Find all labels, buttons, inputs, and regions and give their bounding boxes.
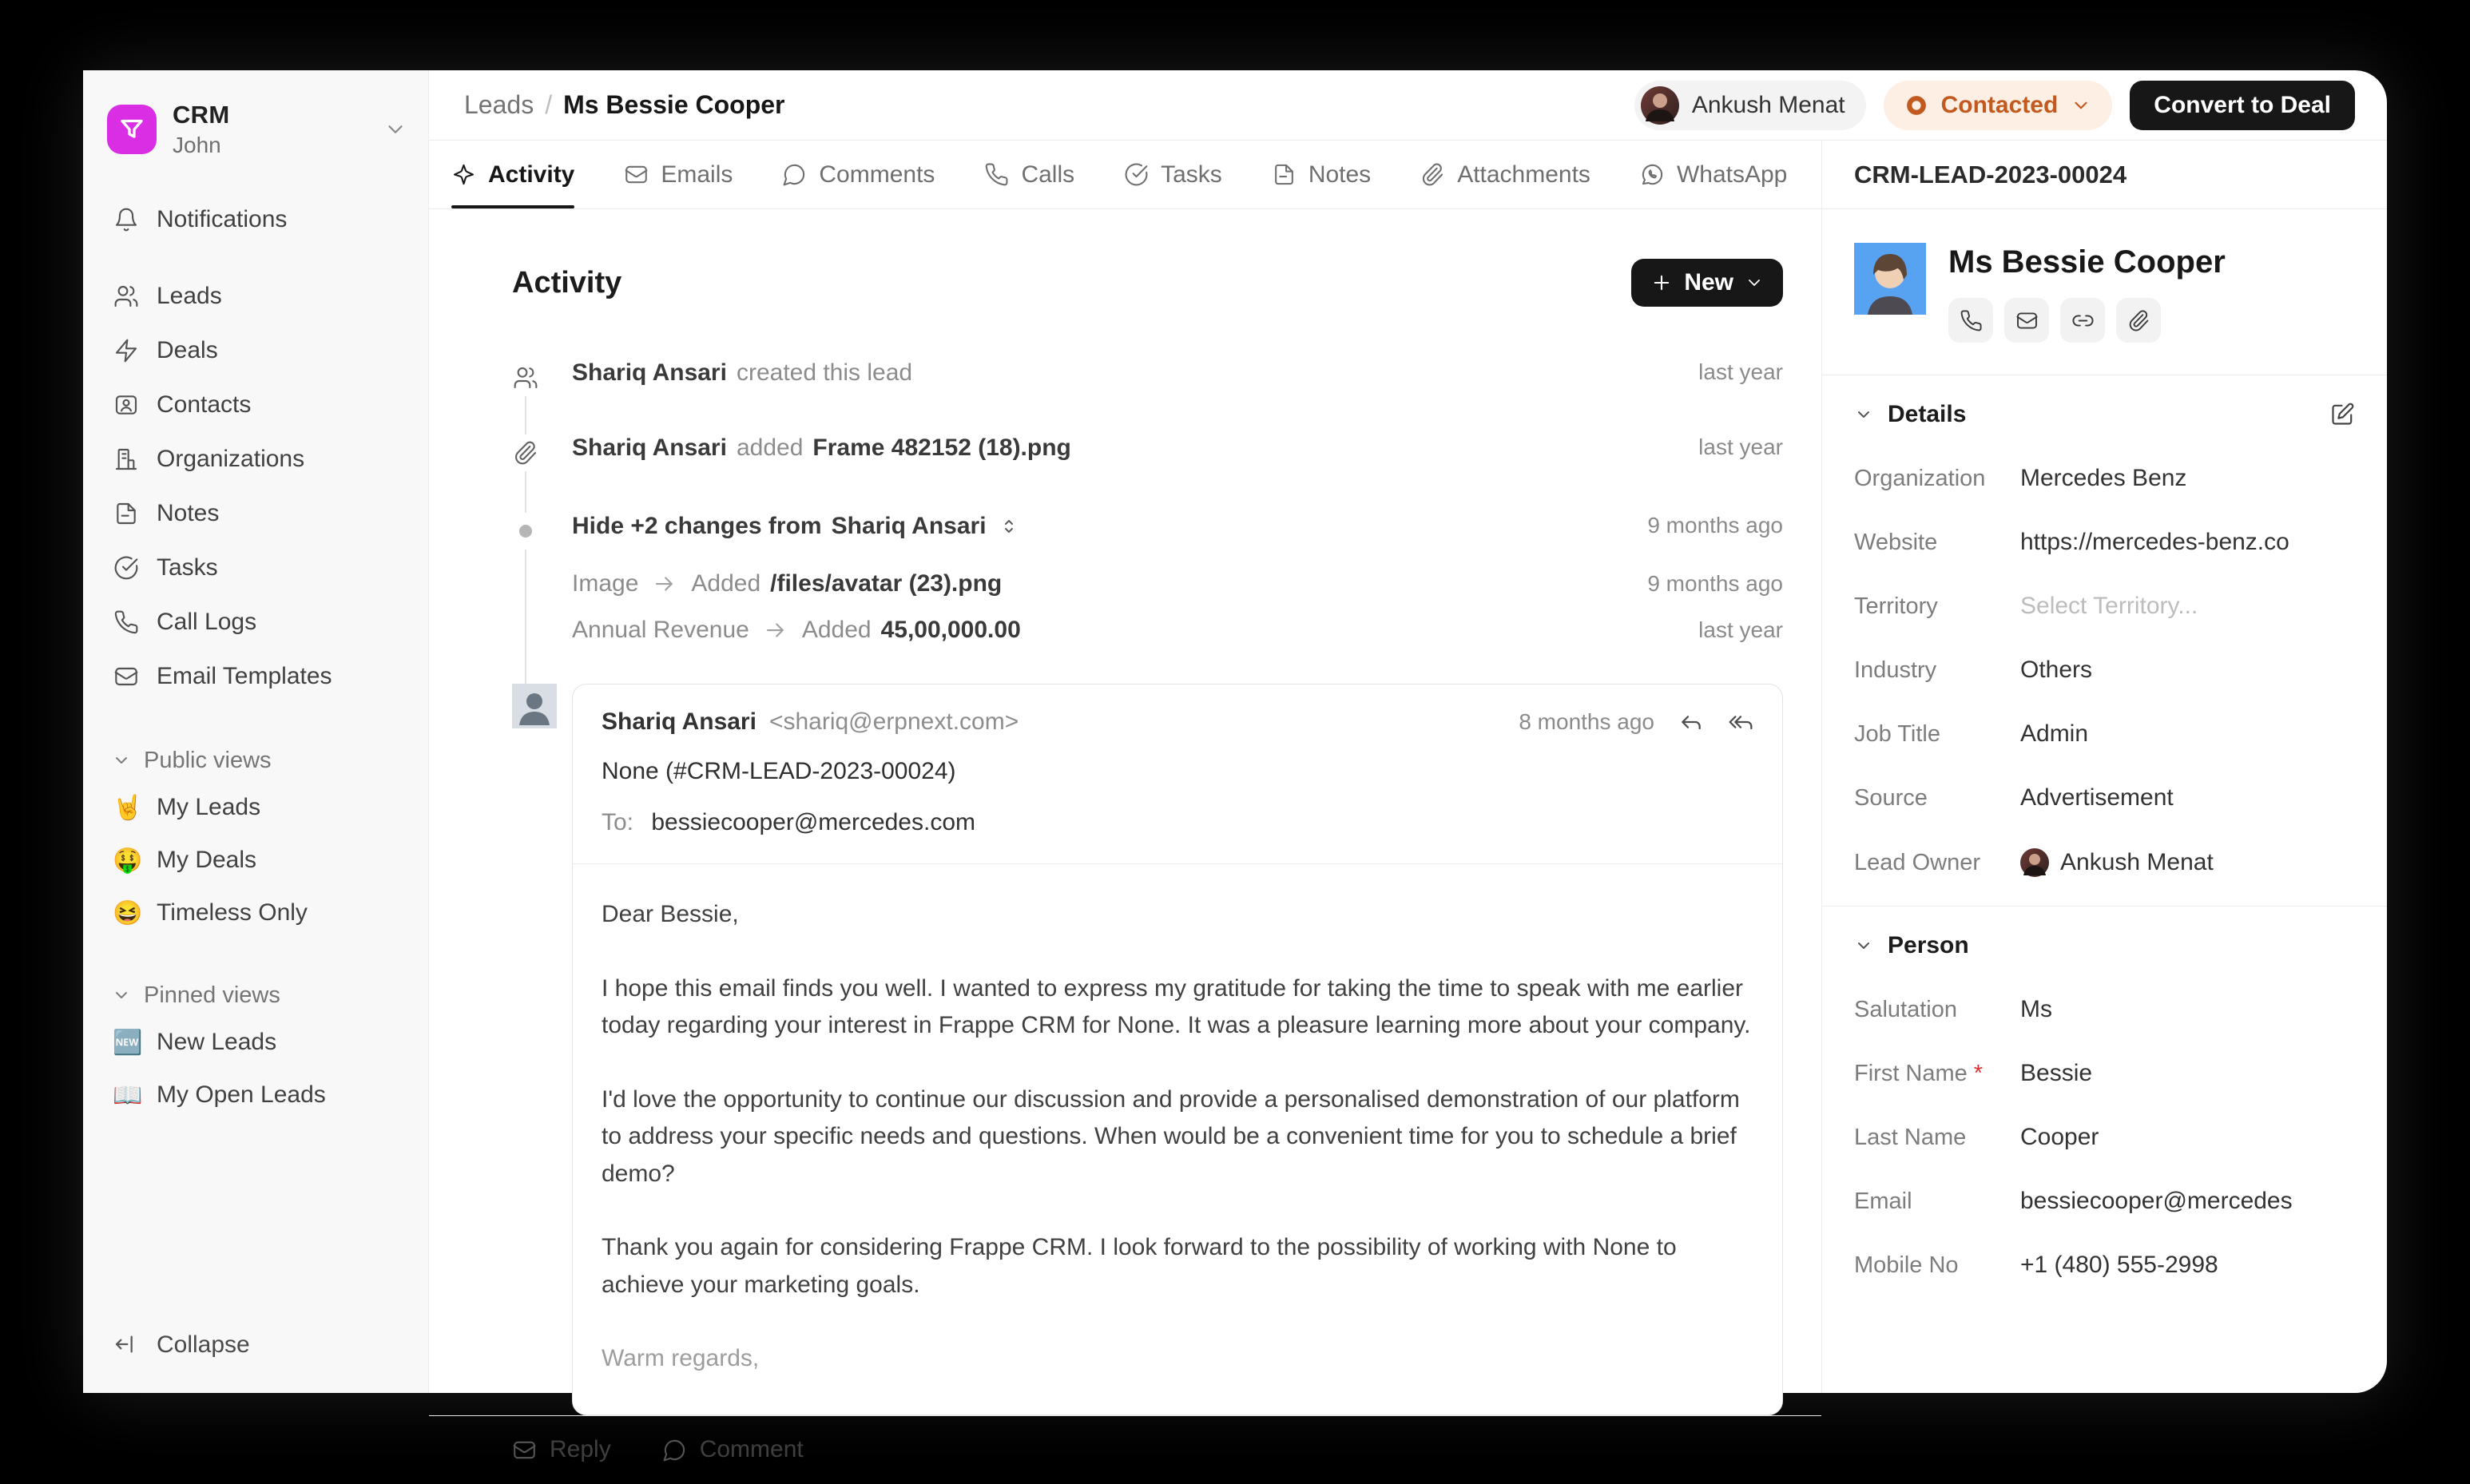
person-section <box>1822 907 2387 1307</box>
sidebar-item-my-leads[interactable] <box>101 783 411 832</box>
change-value: 45,00,000.00 <box>880 617 1021 643</box>
email-sender-name: Shariq Ansari <box>602 708 756 735</box>
attach-button[interactable] <box>2116 298 2161 343</box>
person-section-header[interactable] <box>1854 932 2355 959</box>
activity-panel <box>429 209 1821 1415</box>
sender-avatar <box>512 684 557 728</box>
field-industry <box>1854 657 2355 684</box>
tab-label: WhatsApp <box>1676 161 1788 188</box>
tab-comments[interactable] <box>782 141 935 208</box>
link-button[interactable] <box>2060 298 2105 343</box>
users-icon <box>112 282 141 311</box>
reply-all-icon[interactable] <box>1728 709 1753 735</box>
change-text <box>572 617 1021 644</box>
field-email <box>1854 1188 2355 1215</box>
sidebar-item-label: Tasks <box>157 554 218 581</box>
tab-label: Activity <box>488 161 575 188</box>
field-placeholder[interactable]: Select Territory... <box>2020 593 2198 619</box>
to-address: bessiecooper@mercedes.com <box>651 809 976 835</box>
tab-label: Emails <box>661 161 733 188</box>
plus-icon <box>1650 272 1673 294</box>
view-item-label: My Deals <box>157 847 257 873</box>
new-activity-button[interactable] <box>1631 259 1783 307</box>
field-mobile-no <box>1854 1252 2355 1279</box>
tab-label: Calls <box>1021 161 1075 188</box>
tab-tasks[interactable] <box>1124 141 1222 208</box>
activity-title: Activity <box>512 265 622 300</box>
sidebar-gap <box>101 249 411 272</box>
page-title: Ms Bessie Cooper <box>563 90 785 119</box>
tab-bar <box>429 141 1821 209</box>
change-time: 9 months ago <box>1647 571 1783 596</box>
sidebar-item-my-deals[interactable] <box>101 835 411 885</box>
sidebar-item-label: Call Logs <box>157 609 257 635</box>
email-header <box>602 708 1753 736</box>
email-card <box>572 684 1783 1415</box>
link-icon <box>2071 309 2095 332</box>
details-fields <box>1854 465 2355 877</box>
edit-pen-icon <box>2329 402 2355 428</box>
field-value[interactable]: +1 (480) 555-2998 <box>2020 1252 2218 1278</box>
email-time: 8 months ago <box>1519 709 1654 734</box>
zap-icon <box>112 336 141 365</box>
event-action: created this lead <box>736 359 913 386</box>
details-section <box>1822 375 2387 906</box>
timeline-created-event <box>512 359 1783 396</box>
email-paragraph: Dear Bessie, <box>602 901 739 927</box>
lead-doc-id: CRM-LEAD-2023-00024 <box>1822 141 2387 209</box>
person-fields <box>1854 996 2355 1279</box>
open-book-emoji-icon: 📖 <box>113 1081 143 1109</box>
timeline-changes-header <box>512 513 1783 550</box>
email-paragraph: I'd love the opportunity to continue our discussion and provide a personalised demonstration of our platform to address your specific needs and questions. When would be a convenient time for you to schedule a brief demo? <box>602 1085 1740 1187</box>
header-actions <box>1634 81 2355 130</box>
event-actor: Shariq Ansari <box>572 434 727 461</box>
main-area <box>429 70 2387 1462</box>
lead-details-panel <box>1821 141 2387 1393</box>
event-file[interactable]: Frame 482152 (18).png <box>812 434 1071 461</box>
whatsapp-icon <box>1640 162 1665 187</box>
pinned-views-header[interactable] <box>101 973 411 1018</box>
sidebar-spacer <box>83 1123 428 1316</box>
email-paragraph: Thank you again for considering Frappe CRM. I look forward to the possibility of working with None to achieve your marketing goals. <box>602 1234 1677 1298</box>
arrow-right-icon <box>653 572 677 596</box>
field-organization <box>1854 465 2355 492</box>
field-label: Source <box>1854 784 1928 811</box>
tab-notes[interactable] <box>1272 141 1371 208</box>
bell-icon <box>112 205 141 234</box>
field-value[interactable]: Advertisement <box>2020 784 2174 811</box>
mail-icon <box>112 662 141 691</box>
building-icon <box>112 445 141 474</box>
sidebar-item-notes[interactable] <box>101 489 411 538</box>
field-change-row <box>512 570 1783 597</box>
breadcrumb-separator: / <box>545 90 553 119</box>
lead-profile-info <box>1948 243 2226 343</box>
crm-logo-icon <box>107 105 157 154</box>
sidebar-item-label: Deals <box>157 337 218 363</box>
field-value[interactable]: Mercedes Benz <box>2020 465 2187 491</box>
change-action: Added <box>691 570 761 597</box>
field-source <box>1854 784 2355 811</box>
activity-sparkle-icon <box>451 162 476 187</box>
chevron-down-icon <box>1854 936 1873 955</box>
event-text <box>572 513 1019 540</box>
sidebar-item-organizations[interactable] <box>101 434 411 484</box>
email-header-actions <box>1519 709 1753 735</box>
collapse-sidebar-button[interactable] <box>101 1316 411 1374</box>
field-label: Website <box>1854 529 1938 555</box>
field-change-row <box>512 617 1783 644</box>
quick-actions <box>1948 298 2226 343</box>
field-first-name <box>1854 1060 2355 1087</box>
email-activity <box>512 684 1783 1415</box>
phone-icon <box>1960 309 1983 332</box>
email-subject: None (#CRM-LEAD-2023-00024) <box>602 758 956 784</box>
money-face-emoji-icon: 🤑 <box>113 847 143 874</box>
comment-label: Comment <box>699 1436 804 1462</box>
field-label: Mobile No <box>1854 1252 1959 1278</box>
field-label: Lead Owner <box>1854 849 1980 875</box>
sidebar-item-my-open-leads[interactable] <box>101 1070 411 1120</box>
paperclip-icon <box>512 434 539 471</box>
tab-calls[interactable] <box>984 141 1074 208</box>
breadcrumb-leads-link[interactable]: Leads <box>464 90 534 119</box>
lead-status-dropdown[interactable] <box>1884 81 2113 130</box>
sidebar-nav <box>83 195 428 706</box>
change-field: Image <box>572 570 639 597</box>
required-asterisk: * <box>1973 1060 1984 1086</box>
content-row <box>429 141 2387 1462</box>
mail-icon <box>2015 309 2039 332</box>
new-button-label: New <box>1684 269 1733 296</box>
comment-bubble-icon <box>662 1438 687 1462</box>
users-icon <box>512 359 539 396</box>
sidebar-item-contacts[interactable] <box>101 380 411 430</box>
sidebar-item-tasks[interactable] <box>101 543 411 593</box>
event-time: last year <box>1698 434 1783 459</box>
tab-label: Tasks <box>1161 161 1222 188</box>
chevron-down-icon <box>112 751 131 770</box>
section-title: Details <box>1888 401 1967 427</box>
view-item-label: My Open Leads <box>157 1081 326 1108</box>
change-time: last year <box>1698 617 1783 642</box>
collapse-arrow-icon <box>113 1331 141 1359</box>
rock-hand-emoji-icon: 🤘 <box>113 794 143 821</box>
field-label: First Name * <box>1854 1060 1984 1086</box>
contact-card-icon <box>112 391 141 419</box>
workspace-switcher[interactable] <box>107 101 407 158</box>
mail-icon <box>624 162 649 187</box>
field-value[interactable]: bessiecooper@mercedes <box>2020 1188 2293 1214</box>
field-label: Industry <box>1854 657 1937 683</box>
mail-icon <box>512 1438 537 1462</box>
changes-toggle-text[interactable]: Hide +2 changes from <box>572 513 822 539</box>
dot-icon <box>512 513 539 550</box>
sidebar-item-timeless-only[interactable] <box>101 888 411 938</box>
field-job-title <box>1854 720 2355 748</box>
reply-label: Reply <box>550 1436 611 1462</box>
section-label: Public views <box>144 747 272 773</box>
chevron-down-icon <box>1854 405 1873 424</box>
event-actor: Shariq Ansari <box>831 513 987 539</box>
lead-profile <box>1822 209 2387 375</box>
tab-label: Attachments <box>1457 161 1590 188</box>
event-time: last year <box>1698 359 1783 384</box>
section-title: Person <box>1888 932 1969 958</box>
field-salutation <box>1854 996 2355 1023</box>
view-item-label: New Leads <box>157 1029 277 1055</box>
field-lead-owner <box>1854 848 2355 877</box>
field-label: Territory <box>1854 593 1938 619</box>
owner-avatar <box>2020 848 2049 877</box>
owner-name: Ankush Menat <box>2060 849 2214 875</box>
email-body <box>602 864 1753 1378</box>
sidebar-item-label: Contacts <box>157 391 252 418</box>
field-territory <box>1854 593 2355 620</box>
chevron-down-icon <box>112 986 131 1005</box>
workspace-name: CRM <box>173 101 230 129</box>
field-last-name <box>1854 1124 2355 1151</box>
phone-icon <box>112 608 141 637</box>
change-field: Annual Revenue <box>572 617 749 643</box>
event-action: added <box>736 434 804 461</box>
email-button[interactable] <box>2004 298 2049 343</box>
field-value[interactable]: Others <box>2020 657 2093 683</box>
view-item-label: Timeless Only <box>157 899 308 926</box>
field-value[interactable] <box>2020 848 2355 877</box>
chevron-down-icon <box>1745 273 1764 292</box>
activity-timeline <box>512 359 1783 1415</box>
section-label: Pinned views <box>144 982 280 1008</box>
sidebar-item-new-leads[interactable] <box>101 1018 411 1067</box>
field-value[interactable]: https://mercedes-benz.co <box>2020 529 2289 555</box>
sidebar-item-label: Organizations <box>157 446 305 472</box>
sidebar-item-call-logs[interactable] <box>101 597 411 647</box>
check-circle-icon <box>1124 162 1149 187</box>
crm-app-window <box>83 70 2387 1462</box>
public-views-section <box>83 738 428 941</box>
event-text <box>572 434 1071 462</box>
sidebar-item-email-templates[interactable] <box>101 652 411 701</box>
field-value[interactable]: Cooper <box>2020 1124 2099 1150</box>
sidebar-item-leads[interactable] <box>101 272 411 321</box>
breadcrumb <box>464 90 785 120</box>
tab-label: Notes <box>1308 161 1372 188</box>
assignee-name: Ankush Menat <box>1691 91 1845 118</box>
assignee-chip[interactable] <box>1634 81 1866 130</box>
lead-avatar[interactable] <box>1854 243 1926 315</box>
activity-header <box>512 259 1783 307</box>
edit-details-button[interactable] <box>2329 402 2355 428</box>
email-signature: Warm regards, <box>602 1345 760 1371</box>
sidebar-item-label: Notes <box>157 500 220 526</box>
change-text <box>572 570 1002 597</box>
email-paragraph: I hope this email finds you well. I wanted to express my gratitude for taking the time to speak with me earlier today regarding your interest in Frappe CRM for None. It was a pleasure learning more about your company. <box>602 974 1751 1038</box>
comment-bubble-icon <box>782 162 807 187</box>
assignee-avatar <box>1641 86 1679 125</box>
activity-footer <box>429 1415 1821 1484</box>
tab-label: Comments <box>819 161 935 188</box>
paperclip-icon <box>1420 162 1445 187</box>
email-sender-address: <shariq@erpnext.com> <box>768 708 1019 735</box>
new-badge-emoji-icon: 🆕 <box>113 1029 143 1056</box>
sidebar-item-notifications[interactable] <box>101 195 411 244</box>
field-label: Organization <box>1854 465 1986 491</box>
tab-attachments[interactable] <box>1420 141 1590 208</box>
workspace-text <box>173 101 383 158</box>
laughing-emoji-icon: 😆 <box>113 899 143 927</box>
comment-button[interactable] <box>662 1436 804 1463</box>
sidebar <box>83 70 429 1393</box>
lead-name: Ms Bessie Cooper <box>1948 244 2226 280</box>
pinned-views-section <box>83 973 428 1123</box>
field-value[interactable]: Admin <box>2020 720 2089 747</box>
field-label: Last Name <box>1854 1124 1967 1150</box>
email-recipients <box>602 809 1753 836</box>
sidebar-item-label: Notifications <box>157 206 288 232</box>
timeline-attachment-event <box>512 434 1783 471</box>
note-file-icon <box>112 499 141 528</box>
chevron-down-icon <box>383 117 407 141</box>
change-value: /files/avatar (23).png <box>770 570 1003 597</box>
tab-whatsapp[interactable] <box>1640 141 1787 208</box>
sort-chevrons-icon[interactable] <box>999 517 1019 536</box>
workspace-user: John <box>173 133 221 157</box>
call-button[interactable] <box>1948 298 1993 343</box>
reply-icon[interactable] <box>1678 709 1704 735</box>
check-circle-icon <box>112 554 141 582</box>
sidebar-item-label: Email Templates <box>157 663 332 689</box>
collapse-label: Collapse <box>157 1331 250 1358</box>
field-label: Job Title <box>1854 720 1940 747</box>
arrow-right-icon <box>764 618 788 642</box>
note-file-icon <box>1272 162 1297 187</box>
field-label: Salutation <box>1854 996 1957 1022</box>
event-actor: Shariq Ansari <box>572 359 727 386</box>
phone-icon <box>984 162 1009 187</box>
status-label: Contacted <box>1940 91 2059 118</box>
public-views-header[interactable] <box>101 738 411 783</box>
sidebar-item-label: Leads <box>157 283 222 309</box>
status-ring-icon <box>1904 93 1928 117</box>
tab-activity[interactable] <box>451 141 574 208</box>
event-time: 9 months ago <box>1647 513 1783 538</box>
change-action: Added <box>801 617 872 643</box>
field-website <box>1854 529 2355 556</box>
sidebar-item-deals[interactable] <box>101 326 411 375</box>
field-label: Email <box>1854 1188 1912 1214</box>
tab-emails[interactable] <box>624 141 733 208</box>
view-item-label: My Leads <box>157 794 261 820</box>
field-value[interactable]: Bessie <box>2020 1060 2093 1086</box>
event-text <box>572 359 912 387</box>
paperclip-icon <box>2127 309 2150 332</box>
convert-to-deal-button[interactable]: Convert to Deal <box>2130 81 2355 130</box>
to-label: To: <box>602 809 634 835</box>
details-section-header[interactable] <box>1854 401 2355 428</box>
chevron-down-icon <box>2071 95 2091 116</box>
activity-column <box>429 141 1821 1462</box>
top-header <box>429 70 2387 141</box>
reply-button[interactable] <box>512 1436 611 1463</box>
field-value[interactable]: Ms <box>2020 996 2052 1022</box>
